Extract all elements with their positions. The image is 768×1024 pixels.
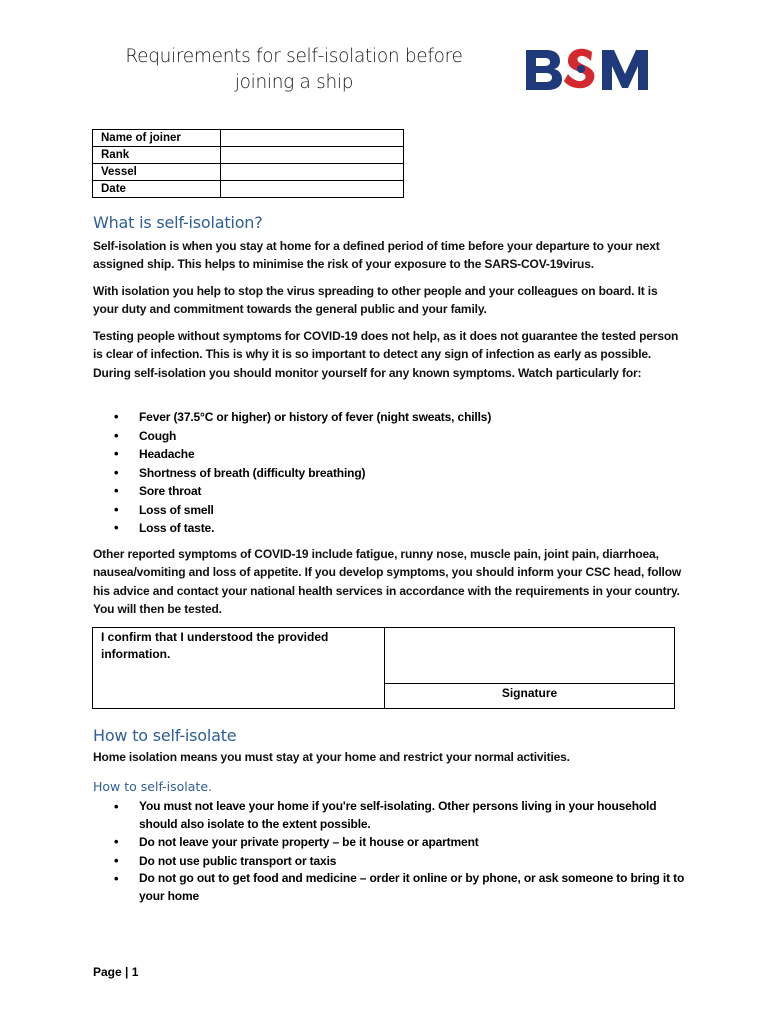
list-item: • Sore throat (112, 482, 692, 501)
confirmation-box (92, 627, 675, 709)
signature-field[interactable] (386, 628, 674, 682)
isolation-rules-list (112, 798, 687, 905)
how-to-self-isolate-subheading: How to self-isolate. (93, 779, 213, 794)
list-item: • Do not use public transport or taxis (112, 852, 687, 871)
other-symptoms-paragraph: Other reported symptoms of COVID-19 include fatigue, runny nose, muscle pain, joint pain, diarrhoea, nausea/vomiting and loss of appetite. If you develop symptoms, you should inform your CSC head, follow his advice and contact your national health services in accordance with the requirements in your country. You will then be tested. (93, 547, 682, 616)
list-item: • Loss of smell (112, 501, 692, 520)
list-item: • Do not go out to get food and medicine – order it online or by phone, or ask someone to bring it to your home (112, 870, 687, 905)
name-of-joiner-label: Name of joiner (93, 130, 221, 147)
list-item: • Do not leave your private property – be it house or apartment (112, 833, 687, 852)
title-line-1: Requirements for self-isolation before (125, 46, 463, 67)
table-row (93, 147, 404, 164)
home-isolation-intro: Home isolation means you must stay at your home and restrict your normal activities. (93, 750, 570, 764)
list-item: • Headache (112, 445, 692, 464)
table-row (93, 130, 404, 147)
page-number: Page | 1 (93, 965, 139, 979)
joiner-details-table (92, 129, 404, 198)
list-item: • Shortness of breath (difficulty breathing) (112, 464, 692, 483)
signature-label: Signature (501, 686, 558, 700)
logo-letter-b (526, 50, 562, 90)
vessel-label: Vessel (93, 164, 221, 181)
confirmation-statement: I confirm that I understood the provided information. (93, 628, 385, 708)
date-field[interactable] (221, 181, 404, 198)
vessel-field[interactable] (221, 164, 404, 181)
how-to-self-isolate-heading: How to self-isolate (93, 726, 237, 745)
table-row (93, 181, 404, 198)
testing-paragraph: Testing people without symptoms for COVID-19 does not help, as it does not guarantee the tested person is clear of infection. This is why it is so important to detect any sign of infection as early as possible. During self-isolation you should monitor yourself for any known symptoms. Watch particularly for: (93, 329, 679, 380)
rank-field[interactable] (221, 147, 404, 164)
bsm-logo (524, 44, 664, 92)
document-title (120, 44, 468, 96)
definition-paragraph: Self-isolation is when you stay at home for a defined period of time before your departure to your next assigned ship. This helps to minimise the risk of your exposure to the SARS-COV-19virus. (93, 239, 660, 272)
name-of-joiner-field[interactable] (221, 130, 404, 147)
logo-letter-m (602, 50, 648, 90)
list-item: • Cough (112, 427, 692, 446)
rank-label: Rank (93, 147, 221, 164)
date-label: Date (93, 181, 221, 198)
table-row (93, 164, 404, 181)
list-item: • Fever (37.5°C or higher) or history of fever (night sweats, chills) (112, 408, 692, 427)
symptoms-list (112, 408, 692, 538)
list-item: • You must not leave your home if you're self-isolating. Other persons living in your household should also isolate to the extent possible. (112, 798, 687, 833)
title-line-2: joining a ship (234, 72, 354, 93)
what-is-self-isolation-heading: What is self-isolation? (93, 213, 263, 232)
duty-paragraph: With isolation you help to stop the virus spreading to other people and your colleagues on board. It is your duty and commitment towards the general public and your family. (93, 284, 658, 317)
list-item: • Loss of taste. (112, 519, 692, 538)
logo-letter-s (564, 49, 594, 89)
